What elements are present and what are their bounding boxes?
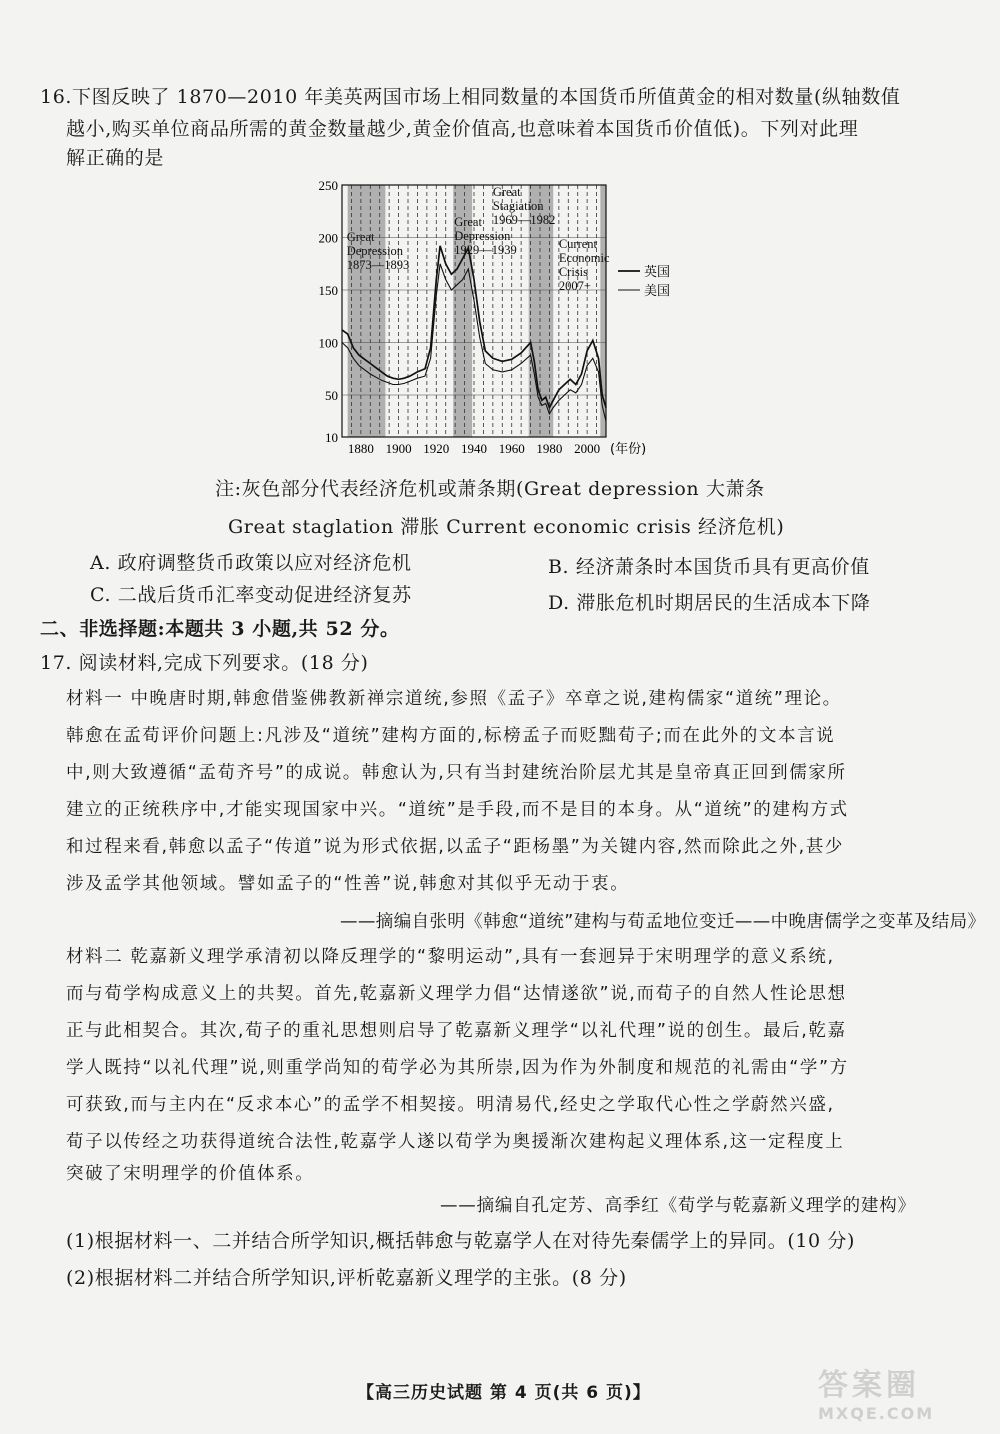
x-tick-label: 1920 [423, 441, 450, 456]
y-tick-label: 50 [325, 388, 338, 403]
option-c: C. 二战后货币汇率变动促进经济复苏 [90, 584, 412, 606]
option-d: D. 滞胀危机时期居民的生活成本下降 [548, 592, 871, 614]
watermark-text: 答案圈 [818, 1368, 920, 1403]
material-2-line: 而与荀学构成意义上的共契。首先,乾嘉新义理学力倡“达情遂欲”说,而荀子的自然人性论思想 [66, 984, 847, 1004]
material-1-line: 材料一 中晚唐时期,韩愈借鉴佛教新禅宗道统,参照《孟子》卒章之说,建构儒家“道统”理论。 [66, 689, 842, 709]
material-1-line: 涉及孟学其他领域。譬如孟子的“性善”说,韩愈对其似乎无动于衷。 [66, 874, 630, 894]
material-2-line: 正与此相契合。其次,荀子的重礼思想则启导了乾嘉新义理学“以礼代理”说的创生。最后,乾嘉 [66, 1021, 847, 1041]
material-2-line: 突破了宋明理学的价值体系。 [66, 1164, 315, 1184]
y-tick-label: 200 [318, 230, 338, 246]
y-tick-label: 10 [325, 430, 338, 445]
legend-label: 美国 [644, 284, 671, 299]
material-2-line: 可获致,而与主内在“反求本心”的孟学不相契接。明清易代,经史之学取代心性之学蔚然兴盛, [66, 1095, 835, 1115]
y-tick-label: 150 [318, 283, 338, 298]
x-axis-label: (年份) [610, 442, 647, 457]
chart-annotation: 2007+ [558, 279, 591, 293]
y-tick-label: 100 [318, 335, 338, 351]
q16-stem-line-2: 越小,购买单位商品所需的黄金数量越少,黄金价值高,也意味着本国货币价值低)。下列对此理 [66, 118, 859, 140]
x-tick-label: 1880 [347, 441, 374, 456]
chart-annotation: Great [346, 230, 375, 244]
material-2-line: 荀子以传经之功获得道统合法性,乾嘉学人遂以荀学为奥援渐次建构起义理体系,这一定程度上 [66, 1132, 845, 1152]
page-footer: 【高三历史试题 第 4 页(共 6 页)】 [357, 1383, 651, 1403]
q17-title: 17. 阅读材料,完成下列要求。(18 分) [40, 652, 369, 674]
q16-stem-line-3: 解正确的是 [66, 147, 165, 169]
x-tick-label: 1900 [385, 441, 412, 456]
chart-annotation: Great [454, 215, 482, 229]
material-1-source: ——摘编自张明《韩愈“道统”建构与荀孟地位变迁——中晚唐儒学之变革及结局》 [340, 912, 986, 932]
x-tick-label: 2000 [574, 441, 601, 456]
option-b: B. 经济萧条时本国货币具有更高价值 [548, 556, 870, 578]
q17-sub-2: (2)根据材料二并结合所学知识,评析乾嘉新义理学的主张。(8 分) [66, 1267, 627, 1289]
q16-stem-line-1: 16.下图反映了 1870—2010 年美英两国市场上相同数量的本国货币所值黄金的相对数量(纵轴数值 [40, 86, 901, 108]
material-1-line: 中,则大致遵循“孟荀齐号”的成说。韩愈认为,只有当封建统治阶层尤其是皇帝真正回到儒家所 [66, 763, 847, 783]
chart-annotation: 1969—1982 [492, 213, 556, 227]
material-2-source: ——摘编自孔定芳、高季红《荀学与乾嘉新义理学的建构》 [440, 1196, 916, 1216]
chart-annotation: Current [558, 237, 598, 251]
material-2-line: 学人既持“以礼代理”说,则重学尚知的荀学必为其所崇,因为作为外制度和规范的礼需由“学”方 [66, 1058, 849, 1078]
chart-note-line-1: 注:灰色部分代表经济危机或萧条期(Great depression 大萧条 [215, 478, 765, 500]
material-2-line: 材料二 乾嘉新义理学承清初以降反理学的“黎明运动”,具有一套迥异于宋明理学的意义系统, [66, 947, 835, 967]
legend-label: 英国 [644, 265, 671, 280]
chart-annotation: Great [492, 185, 521, 199]
x-tick-label: 1940 [461, 441, 487, 456]
watermark-logo [818, 1360, 978, 1423]
chart-annotation: Economic [558, 251, 610, 265]
material-1-line: 韩愈在孟荀评价问题上:凡涉及“道统”建构方面的,标榜孟子而贬黜荀子;而在此外的文本言说 [66, 726, 836, 746]
chart-note-line-2: Great staglation 滞胀 Current economic crisis 经济危机) [228, 516, 785, 538]
section-2-title: 二、非选择题:本题共 3 小题,共 52 分。 [40, 618, 400, 640]
chart-annotation: 1873—1893 [346, 258, 410, 272]
material-1-line: 建立的正统秩序中,才能实现国家中兴。“道统”是手段,而不是目的本身。从“道统”的建构方式 [66, 800, 849, 820]
option-a: A. 政府调整货币政策以应对经济危机 [90, 552, 412, 574]
x-tick-label: 1980 [536, 441, 563, 456]
chart-annotation: Depression [346, 244, 403, 258]
watermark-url: MXQE.COM [818, 1404, 935, 1423]
chart-annotation: Depression [454, 229, 511, 243]
chart-annotation: Crisis [558, 265, 589, 279]
gold-value-line-chart [300, 178, 700, 468]
q17-sub-1: (1)根据材料一、二并结合所学知识,概括韩愈与乾嘉学人在对待先秦儒学上的异同。(10 分) [66, 1230, 855, 1252]
chart-annotation: 1929—1939 [454, 243, 517, 257]
y-tick-label: 250 [318, 178, 338, 193]
material-1-line: 和过程来看,韩愈以孟子“传道”说为形式依据,以孟子“距杨墨”为关键内容,然而除此之外,甚少 [66, 837, 845, 857]
chart-annotation: Stagiation [492, 199, 544, 213]
x-tick-label: 1960 [498, 441, 525, 456]
